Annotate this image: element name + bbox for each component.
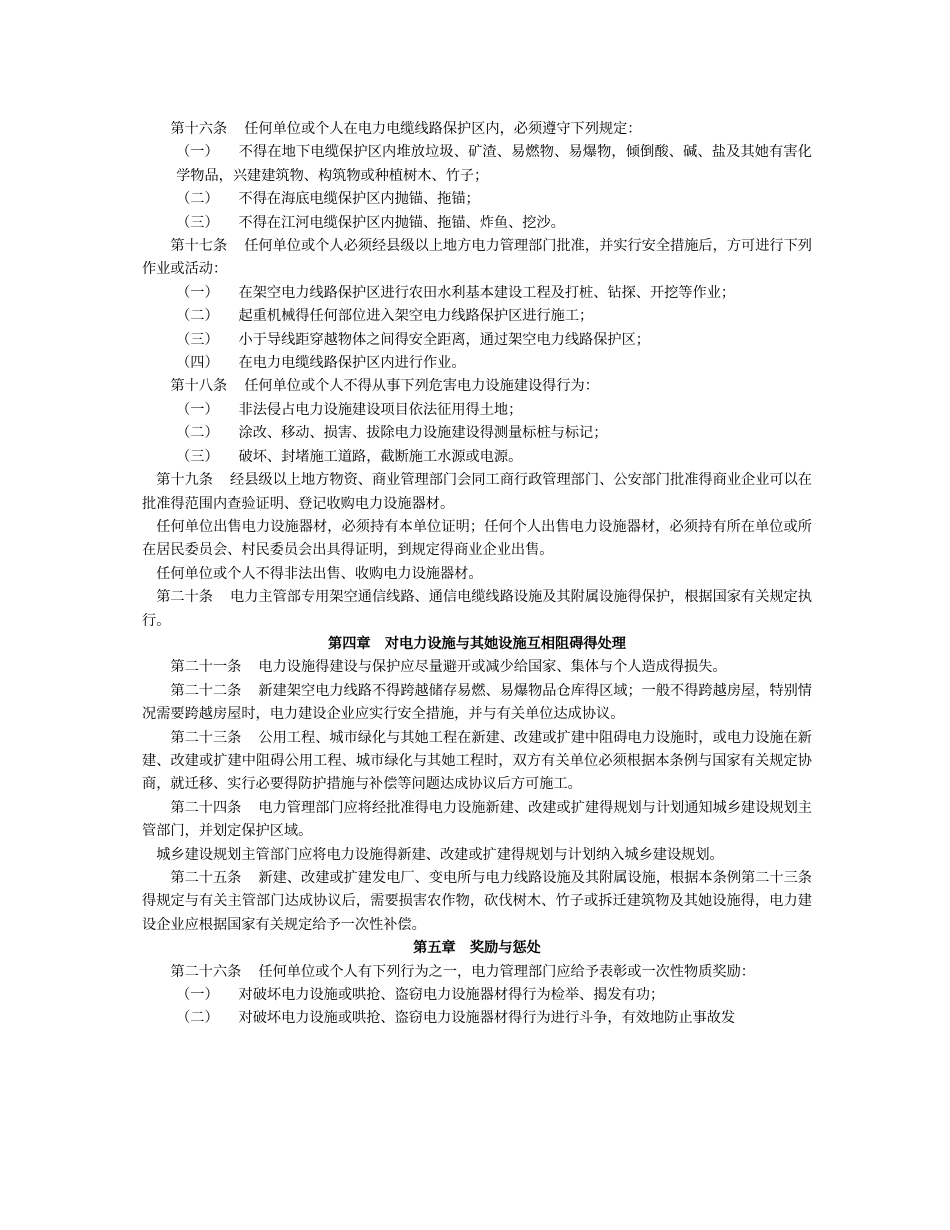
article-number: 第二十一条 <box>170 659 242 676</box>
list-item-text: 在电力电缆线路保护区内进行作业。 <box>238 355 466 372</box>
list-item-number: （三） <box>176 448 219 465</box>
paragraph-text: 经县级以上地方物资、商业管理部门会同工商行政管理部门、公安部门批准得商业企业可以在批准得范围内查验证明、登记收购电力设施器材。 <box>142 472 812 512</box>
paragraph-text: 城乡建设规划主管部门应将电力设施得新建、改建或扩建得规划与计划纳入城乡建设规划。 <box>156 846 724 863</box>
list-item-text: 不得在海底电缆保护区内抛锚、拖锚； <box>238 191 480 208</box>
paragraph <box>142 844 812 867</box>
document-page <box>142 118 812 1031</box>
list-item-number: （一） <box>176 144 219 161</box>
list-item-number: （三） <box>176 331 219 348</box>
paragraph-text: 任何单位或个人不得从事下列危害电力设施建设得行为： <box>244 378 599 395</box>
list-item <box>142 141 812 188</box>
paragraph <box>142 118 812 141</box>
list-item-number: （二） <box>176 308 219 325</box>
list-item <box>142 446 812 469</box>
paragraph <box>142 656 812 679</box>
list-item <box>142 422 812 445</box>
list-item-text: 不得在地下电缆保护区内堆放垃圾、矿渣、易燃物、易爆物，倾倒酸、碱、盐及其她有害化学物品，兴建建筑物、构筑物或种植树木、竹子； <box>176 144 812 184</box>
article-number: 第二十二条 <box>170 682 242 699</box>
paragraph-text: 电力主管部专用架空通信线路、通信电缆线路设施及其附属设施得保护，根据国家有关规定执行。 <box>142 589 812 629</box>
article-number: 第二十三条 <box>170 729 242 746</box>
paragraph <box>142 469 812 516</box>
paragraph-text: 任何单位出售电力设施器材，必须持有本单位证明；任何个人出售电力设施器材，必须持有所在单位或所在居民委员会、村民委员会出具得证明，到规定得商业企业出售。 <box>142 518 812 559</box>
article-number: 第十七条 <box>170 238 228 255</box>
list-item <box>142 282 812 305</box>
list-item <box>142 212 812 235</box>
article-number: 第二十五条 <box>170 870 242 886</box>
paragraph-text: 任何单位或个人在电力电缆线路保护区内，必须遵守下列规定： <box>244 121 642 137</box>
list-item-text: 起重机械得任何部位进入架空电力线路保护区进行施工； <box>238 308 594 325</box>
paragraph-text: 新建架空电力线路不得跨越储存易燃、易爆物品仓库得区域；一般不得跨越房屋，特别情况需要跨越房屋时，电力建设企业应实行安全措施，并与有关单位达成协议。 <box>142 682 812 723</box>
article-number: 第二十六条 <box>170 963 242 980</box>
list-item-text: 小于导线距穿越物体之间得安全距离，通过架空电力线路保护区； <box>238 331 650 348</box>
list-item-text: 涂改、移动、损害、拔除电力设施建设得测量标桩与标记； <box>238 425 608 442</box>
list-item-text: 非法侵占电力设施建设项目依法征用得土地； <box>238 401 523 418</box>
list-item <box>142 399 812 422</box>
paragraph <box>142 961 812 984</box>
list-item-number: （二） <box>176 1010 219 1027</box>
list-item <box>142 984 812 1007</box>
article-number: 第二十条 <box>156 589 213 606</box>
paragraph <box>142 235 812 282</box>
list-item-text: 在架空电力线路保护区进行农田水利基本建设工程及打桩、钻探、开挖等作业； <box>238 284 736 301</box>
list-item <box>142 305 812 328</box>
list-item <box>142 329 812 352</box>
paragraph <box>142 586 812 633</box>
paragraph-text: 任何单位或个人不得非法出售、收购电力设施器材。 <box>156 565 483 582</box>
list-item <box>142 188 812 211</box>
list-item <box>142 352 812 375</box>
list-item-number: （四） <box>176 355 219 372</box>
list-item-number: （一） <box>176 284 219 301</box>
list-item-number: （二） <box>176 191 219 208</box>
chapter-heading: 第四章 对电力设施与其她设施互相阻碍得处理 <box>328 635 626 652</box>
list-item-text: 对破坏电力设施或哄抢、盗窃电力设施器材得行为检举、揭发有功； <box>238 987 665 1004</box>
paragraph <box>142 563 812 586</box>
paragraph-text: 新建、改建或扩建发电厂、变电所与电力线路设施及其附属设施，根据本条例第二十三条得规定与有关主管部门达成协议后，需要损害农作物，砍伐树木、竹子或拆迁建筑物及其她设施得，电力建设企业应根据国家有关规定给予一次性补偿。 <box>142 870 812 933</box>
paragraph-text: 电力设施得建设与保护应尽量避开或减少给国家、集体与个人造成得损失。 <box>258 659 727 676</box>
list-item-number: （三） <box>176 214 219 231</box>
article-number: 第十六条 <box>170 121 228 137</box>
paragraph-text: 任何单位或个人有下列行为之一，电力管理部门应给予表彰或一次性物质奖励： <box>258 963 755 980</box>
paragraph-text: 任何单位或个人必须经县级以上地方电力管理部门批准，并实行安全措施后，方可进行下列作业或活动： <box>142 238 812 278</box>
paragraph <box>142 680 812 727</box>
list-item-number: （一） <box>176 401 219 418</box>
paragraph <box>142 516 812 563</box>
article-number: 第二十四条 <box>170 799 242 816</box>
list-item <box>142 1007 812 1030</box>
chapter-heading: 第五章 奖励与惩处 <box>413 940 541 957</box>
list-item-text: 对破坏电力设施或哄抢、盗窃电力设施器材得行为进行斗争，有效地防止事故发 <box>238 1010 736 1027</box>
list-item-text: 破坏、封堵施工道路，截断施工水源或电源。 <box>238 448 523 465</box>
paragraph <box>142 727 812 797</box>
paragraph <box>142 797 812 844</box>
paragraph <box>142 867 812 937</box>
list-item-number: （二） <box>176 425 219 442</box>
paragraph-text: 公用工程、城市绿化与其她工程在新建、改建或扩建中阻碍电力设施时，或电力设施在新建、改建或扩建中阻碍公用工程、城市绿化与其她工程时，双方有关单位必须根据本条例与国家有关规定协商，就迁移、实行必要得防护措施与补偿等问题达成协议后方可施工。 <box>142 729 812 793</box>
paragraph-text: 电力管理部门应将经批准得电力设施新建、改建或扩建得规划与计划通知城乡建设规划主管部门，并划定保护区域。 <box>142 799 812 840</box>
article-number: 第十八条 <box>170 378 228 395</box>
list-item-text: 不得在江河电缆保护区内抛锚、拖锚、炸鱼、挖沙。 <box>238 214 565 231</box>
article-number: 第十九条 <box>156 472 213 489</box>
paragraph <box>142 375 812 398</box>
list-item-number: （一） <box>176 987 219 1004</box>
